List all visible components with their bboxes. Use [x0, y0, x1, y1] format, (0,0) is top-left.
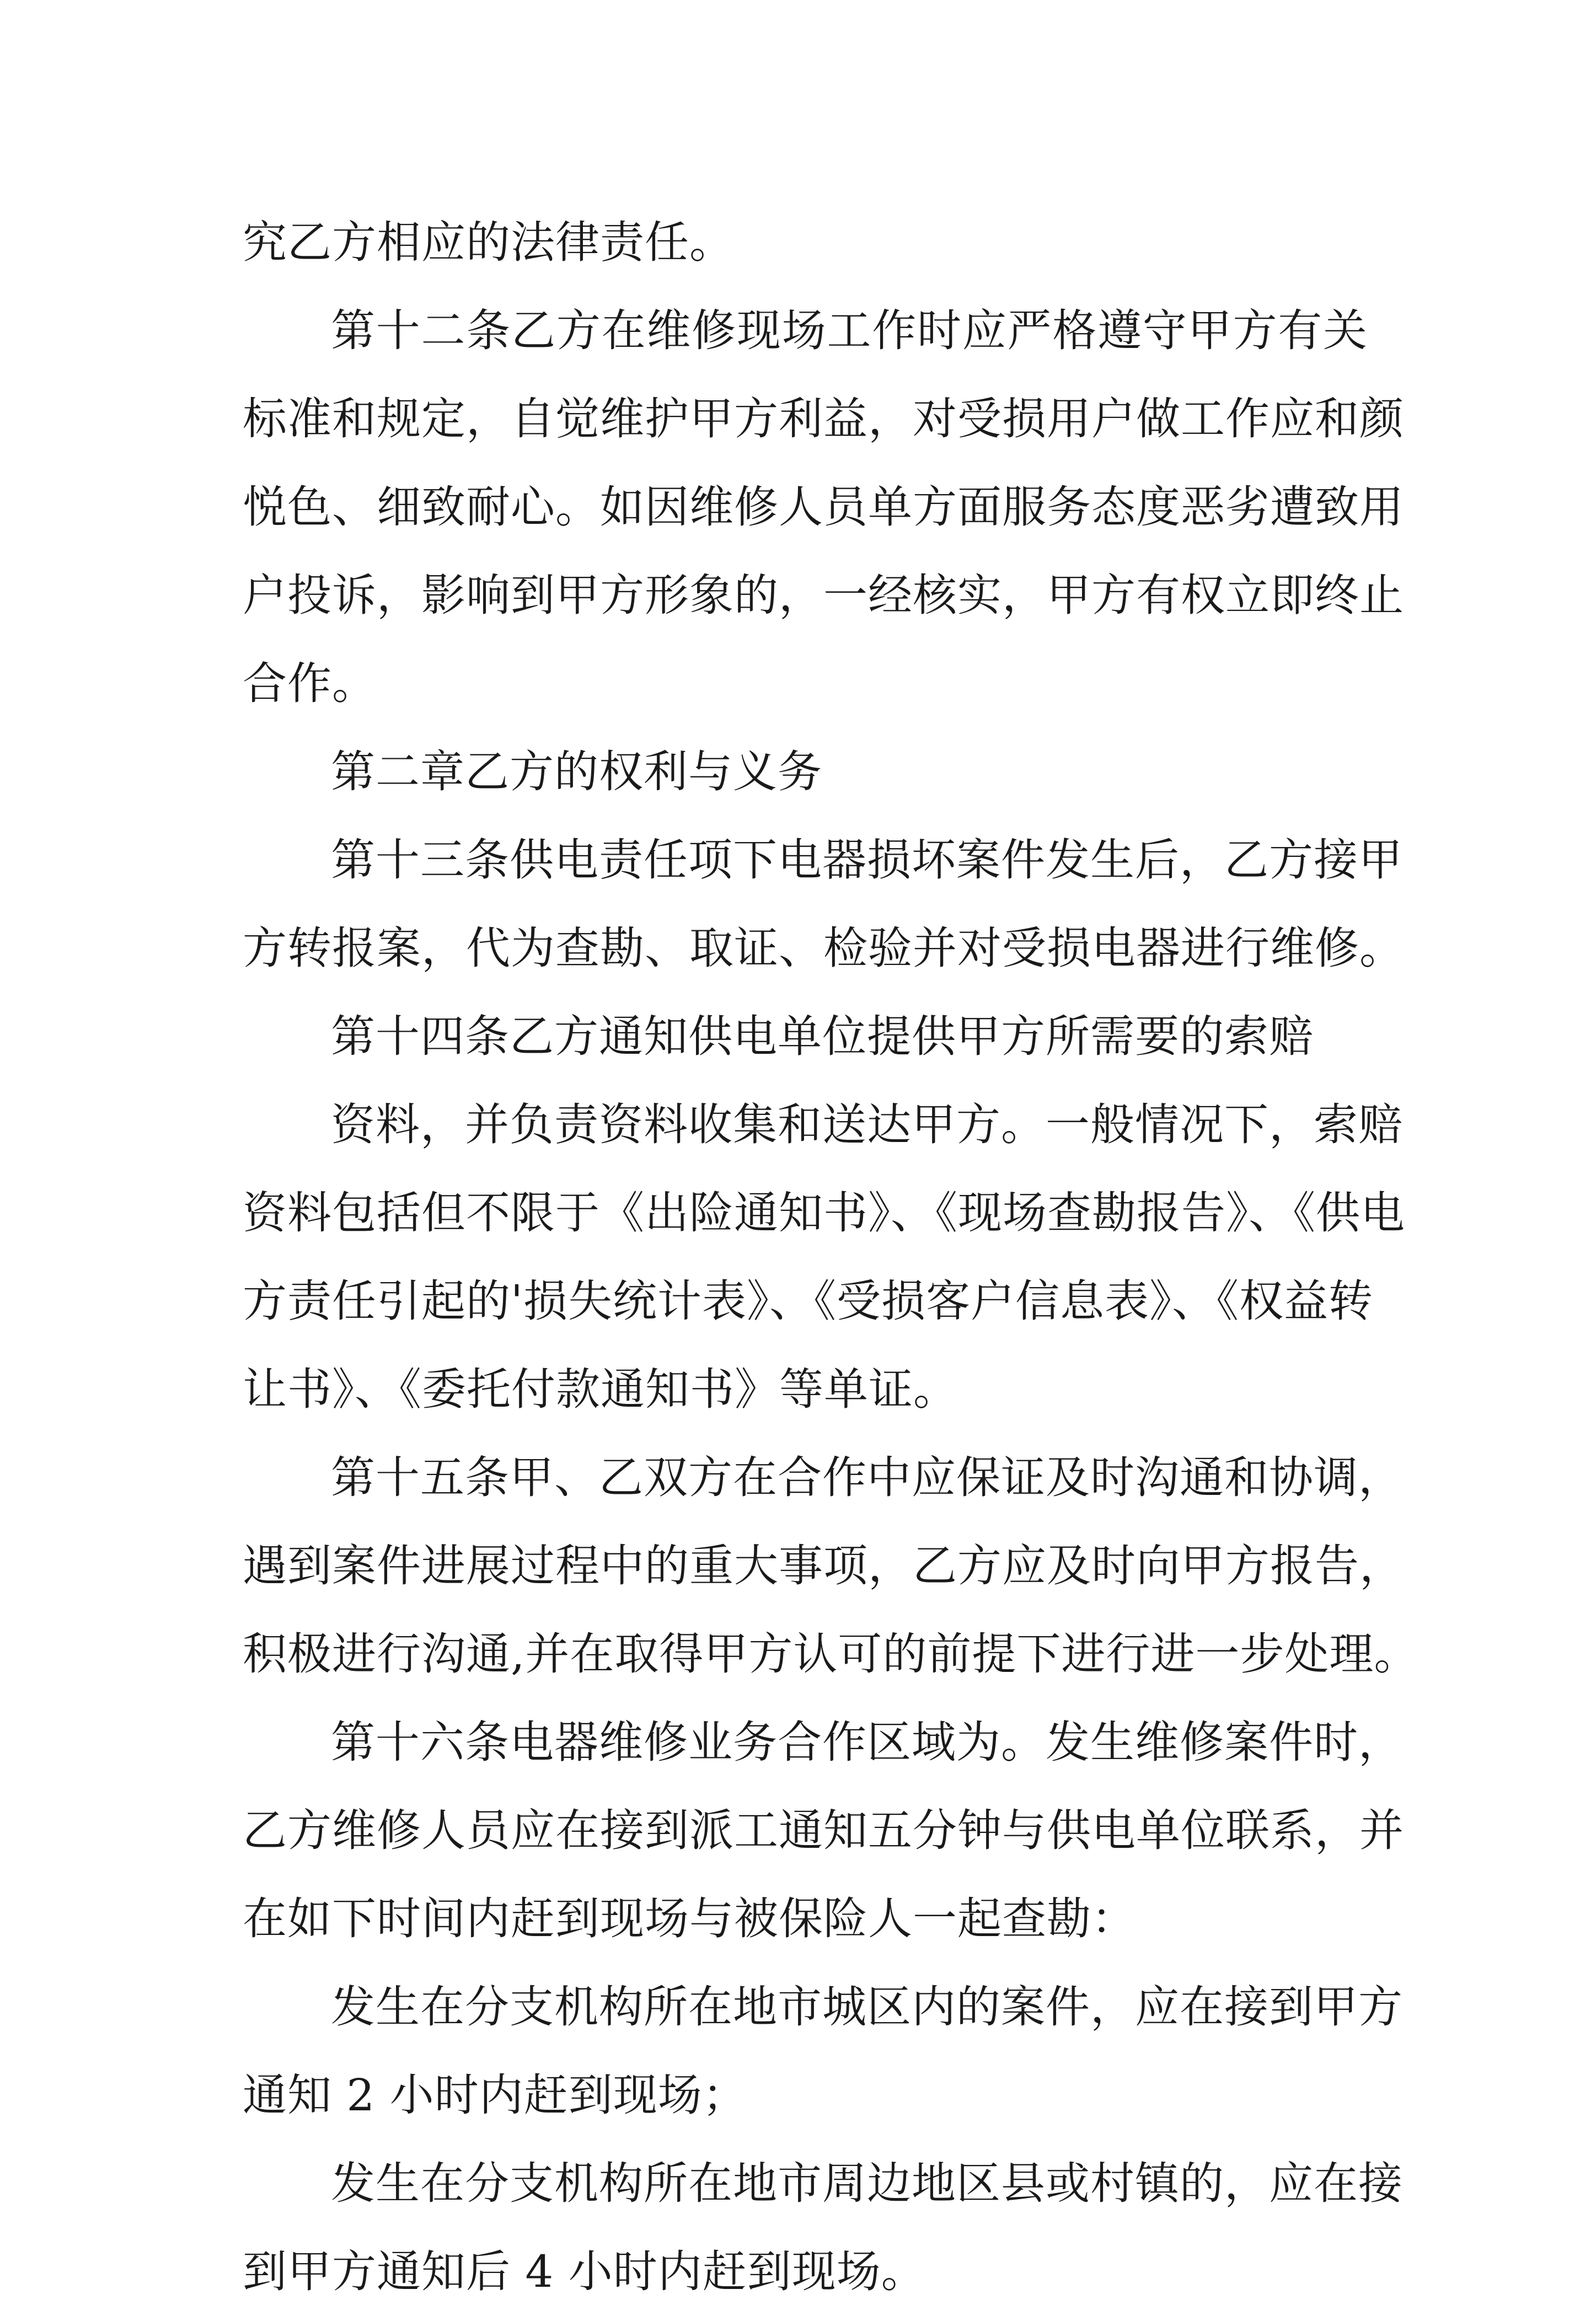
text-line: 第十五条甲、乙双方在合作中应保证及时沟通和协调， [331, 1452, 1403, 1503]
text-line: 资料，并负责资料收集和送达甲方。一般情况下，索赔 [331, 1099, 1403, 1150]
text-line: 第十二条乙方在维修现场工作时应严格遵守甲方有关 [331, 305, 1368, 356]
text-line: 在如下时间内赶到现场与被保险人一起查勘： [243, 1893, 1136, 1944]
text-line: 方责任引起的'损失统计表》、《受损客户信息表》、《权益转 [243, 1275, 1373, 1327]
text-line: 第十四条乙方通知供电单位提供甲方所需要的索赔 [331, 1011, 1314, 1062]
text-line: 第十六条电器维修业务合作区域为。发生维修案件时， [331, 1717, 1403, 1768]
text-line: 积极进行沟通,并在取得甲方认可的前提下进行进一步处理。 [243, 1628, 1419, 1680]
text-line: 让书》、《委托付款通知书》等单证。 [243, 1364, 958, 1415]
text-line: 标准和规定，自觉维护甲方利益，对受损用户做工作应和颜 [243, 393, 1404, 444]
text-line: 发生在分支机构所在地市城区内的案件，应在接到甲方 [331, 1981, 1403, 2033]
text-line: 第十三条供电责任项下电器损坏案件发生后，乙方接甲 [331, 834, 1403, 886]
text-line: 资料包括但不限于《出险通知书》、《现场查勘报告》、《供电 [243, 1187, 1405, 1239]
text-line: 乙方维修人员应在接到派工通知五分钟与供电单位联系，并 [243, 1805, 1404, 1856]
text-line: 遇到案件进展过程中的重大事项，乙方应及时向甲方报告， [243, 1540, 1404, 1591]
text-line: 通知 2 小时内赶到现场； [243, 2070, 747, 2121]
text-line: 户投诉，影响到甲方形象的，一经核实，甲方有权立即终止 [243, 570, 1404, 621]
text-line: 合作。 [243, 658, 377, 709]
text-line: 第二章乙方的权利与义务 [331, 746, 822, 797]
text-line: 发生在分支机构所在地市周边地区县或村镇的，应在接 [331, 2158, 1403, 2209]
text-line: 方转报案，代为查勘、取证、检验并对受损电器进行维修。 [243, 923, 1404, 974]
text-line: 究乙方相应的法律责任。 [243, 217, 734, 268]
text-line: 悦色、细致耐心。如因维修人员单方面服务态度恶劣遭致用 [243, 481, 1404, 533]
document-body [243, 199, 1419, 2316]
text-line: 到甲方通知后 4 小时内赶到现场。 [243, 2246, 926, 2297]
